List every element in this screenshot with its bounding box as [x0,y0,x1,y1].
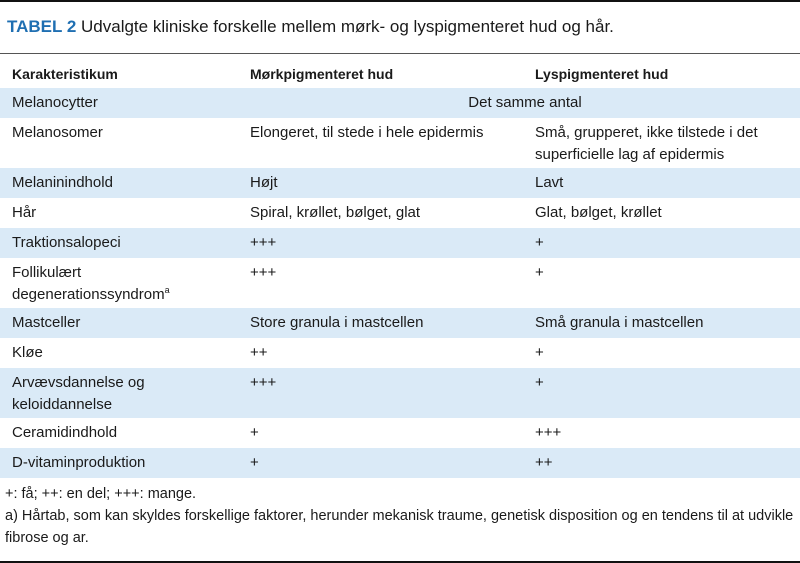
light-skin-cell: Små granula i mastcellen [535,314,704,331]
row-label: D-vitaminproduktion [12,454,146,471]
row-label: Mastceller [12,314,81,331]
row-label: Hår [12,204,37,221]
column-header-characteristic: Karakteristikum [12,66,118,82]
table-row [0,338,800,368]
dark-skin-cell: ++ [250,344,268,361]
table-row [0,168,800,198]
column-header-dark-skin: Mørkpigmenteret hud [250,66,394,82]
footnote-marker: a [164,285,170,295]
dark-skin-cell: Store granula i mastcellen [250,314,424,331]
table-row [0,368,800,418]
table-header [0,53,800,89]
light-skin-cell: Små, grupperet, ikke tilstede i det superficielle lag af epidermis [535,124,758,163]
table-row [0,308,800,338]
dark-skin-cell: + [250,454,259,471]
table-row [0,118,800,168]
table-title: Udvalgte kliniske forskelle mellem mørk- og lyspigmenteret hud og hår. [81,17,614,36]
legend-note: +: få; ++: en del; +++: mange. [5,486,197,502]
light-skin-cell: +++ [535,424,562,441]
light-skin-cell: + [535,264,544,281]
table-caption [7,17,614,37]
light-skin-cell: ++ [535,454,553,471]
light-skin-cell: + [535,344,544,361]
table-label: TABEL 2 [7,17,77,36]
dark-skin-cell: Højt [250,174,278,191]
light-skin-cell: + [535,374,544,391]
row-label [12,262,242,306]
footnote-a: a) Hårtab, som kan skyldes forskellige faktorer, herunder mekanisk traume, genetisk disposition og en tendens til at udvikle fibrose og ar. [5,508,794,546]
table-row [0,198,800,228]
light-skin-cell: + [535,234,544,251]
table-row [0,228,800,258]
dark-skin-cell: +++ [250,264,277,281]
row-label: Melanosomer [12,124,103,141]
table-row [0,418,800,448]
dark-skin-cell: Spiral, krøllet, bølget, glat [250,204,421,221]
table-row [0,88,800,118]
row-label: Arvævsdannelse og keloiddannelse [12,374,145,413]
row-label: Melanocytter [12,94,98,111]
table-footnotes [0,483,800,549]
table-row [0,448,800,478]
column-header-light-skin: Lyspigmenteret hud [535,66,669,82]
row-label: Traktionsalopeci [12,234,121,251]
light-skin-cell: Lavt [535,174,564,191]
dark-skin-cell: +++ [250,234,277,251]
table-row [0,258,800,308]
row-label: Kløe [12,344,43,361]
dark-skin-cell: +++ [250,374,277,391]
dark-skin-cell: + [250,424,259,441]
dark-skin-cell: Elongeret, til stede i hele epidermis [250,124,484,141]
top-rule [0,0,800,2]
light-skin-cell: Glat, bølget, krøllet [535,204,662,221]
merged-cell: Det samme antal [468,94,582,111]
row-label-text: Follikulært degenerationssyndrom [12,264,165,303]
row-label: Ceramidindhold [12,424,118,441]
row-label: Melaninindhold [12,174,113,191]
